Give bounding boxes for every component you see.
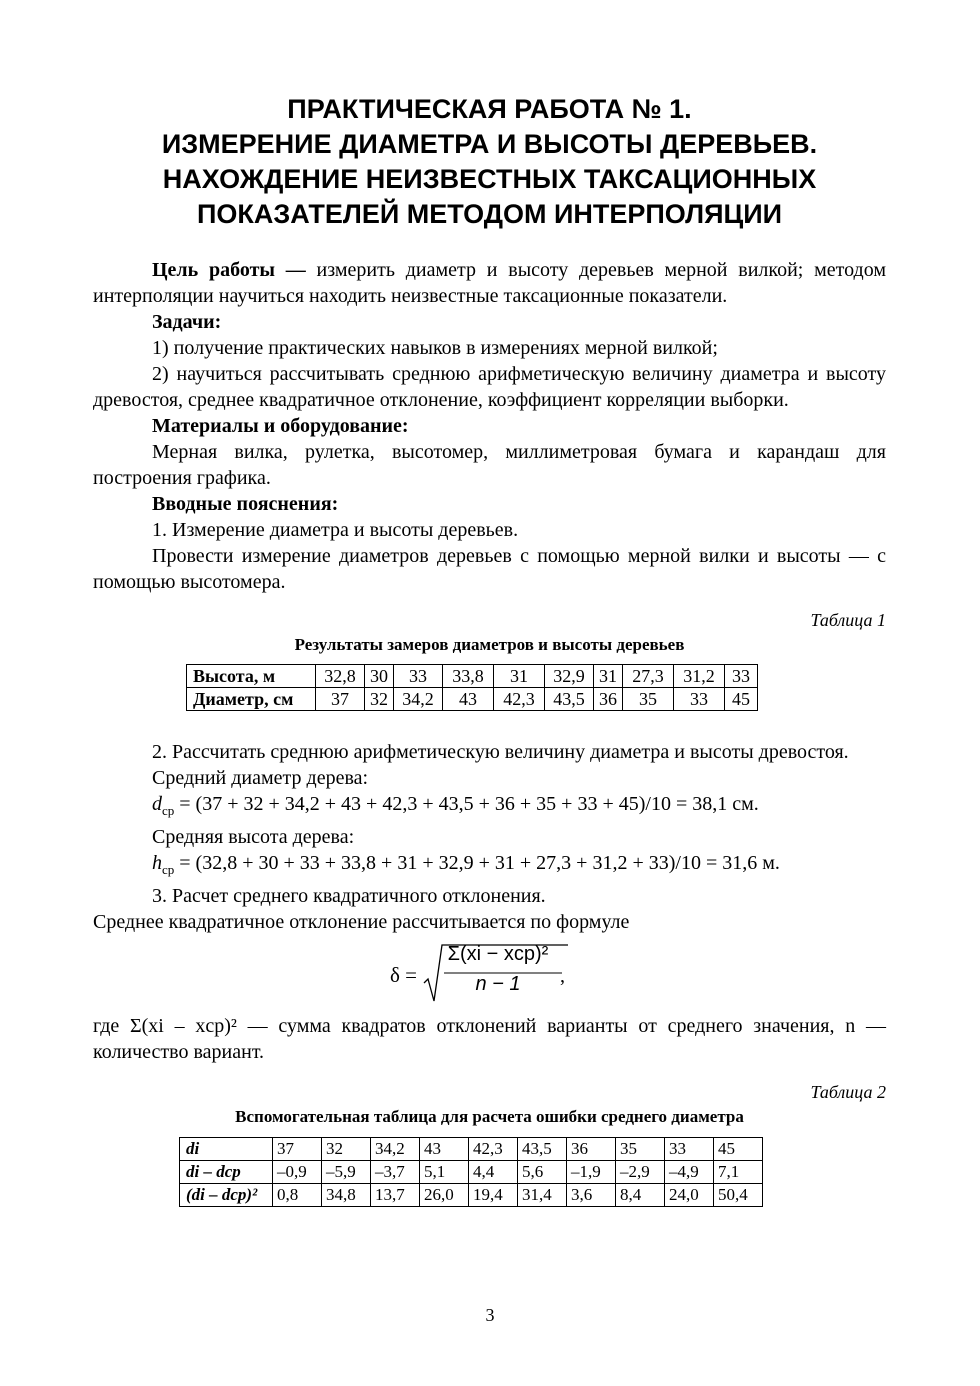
- table-cell: 42,3: [494, 688, 545, 711]
- table-cell: 7,1: [714, 1161, 763, 1184]
- goal-text: измерить диаметр и высоту деревьев мерной вилкой; методом интерполяции научиться находить неизвестные таксационные показатели.: [93, 259, 887, 307]
- title-line: ИЗМЕРЕНИЕ ДИАМЕТРА И ВЫСОТЫ ДЕРЕВЬЕВ.: [161, 129, 818, 159]
- table-cell: 43: [420, 1138, 469, 1161]
- table-cell: 43: [443, 688, 494, 711]
- table2-number: Таблица 2: [810, 1082, 886, 1102]
- table-cell: 13,7: [371, 1184, 420, 1207]
- intro-heading: Вводные пояснения:: [152, 493, 339, 515]
- table-cell: 43,5: [518, 1138, 567, 1161]
- table-cell: 19,4: [469, 1184, 518, 1207]
- table-cell: 45: [725, 688, 758, 711]
- task-item-2: 2) научиться рассчитывать среднюю арифметическую величину диаметра и высоту древостоя, среднее квадратичное отклонение, коэффициент корреляции выборки.: [93, 363, 886, 411]
- table-cell: 32: [322, 1138, 371, 1161]
- table-cell: –3,7: [371, 1161, 420, 1184]
- height-sub: ср: [162, 862, 175, 877]
- table-cell: 33: [394, 665, 443, 688]
- step3-text: 3. Расчет среднего квадратичного отклонения.: [152, 885, 546, 907]
- table1: [186, 664, 758, 711]
- diameter-var: d: [152, 793, 162, 815]
- height-var: h: [152, 852, 162, 874]
- table-cell: 24,0: [665, 1184, 714, 1207]
- formula-comma: ,: [560, 965, 565, 987]
- table-row: [187, 688, 758, 711]
- table2-row-header: di – dср: [180, 1161, 273, 1184]
- intro-step1: 1. Измерение диаметра и высоты деревьев.: [152, 519, 519, 541]
- height-formula: [93, 850, 886, 883]
- table-row: [187, 665, 758, 688]
- table-cell: 33: [725, 665, 758, 688]
- table-cell: 35: [616, 1138, 665, 1161]
- diameter-expression: = (37 + 32 + 34,2 + 43 + 42,3 + 43,5 + 36 + 35 + 33 + 45)/10 = 38,1 см.: [174, 793, 759, 815]
- table-cell: 4,4: [469, 1161, 518, 1184]
- goal-label: Цель работы —: [152, 259, 306, 281]
- table-cell: 36: [567, 1138, 616, 1161]
- table-cell: 34,2: [394, 688, 443, 711]
- table-cell: 35: [623, 688, 674, 711]
- title-line: ПРАКТИЧЕСКАЯ РАБОТА № 1.: [287, 94, 692, 124]
- table-cell: 5,1: [420, 1161, 469, 1184]
- table-cell: 8,4: [616, 1184, 665, 1207]
- table1-number: Таблица 1: [810, 610, 886, 630]
- table2-row-header: (di – dср)²: [180, 1184, 273, 1207]
- table-cell: 32,8: [316, 665, 365, 688]
- table2-row-header: di: [180, 1138, 273, 1161]
- table1-caption: Результаты замеров диаметров и высоты деревьев: [294, 635, 685, 654]
- diameter-label: Средний диаметр дерева:: [152, 767, 369, 789]
- table-cell: 45: [714, 1138, 763, 1161]
- table-cell: 31,2: [674, 665, 725, 688]
- title-line: ПОКАЗАТЕЛЕЙ МЕТОДОМ ИНТЕРПОЛЯЦИИ: [196, 199, 783, 229]
- height-expression: = (32,8 + 30 + 33 + 33,8 + 31 + 32,9 + 31 + 27,3 + 31,2 + 33)/10 = 31,6 м.: [174, 852, 780, 874]
- table-row: [180, 1161, 763, 1184]
- table-cell: 36: [594, 688, 623, 711]
- table-cell: 32,9: [545, 665, 594, 688]
- diameter-formula: [93, 791, 886, 824]
- table-cell: –0,9: [273, 1161, 322, 1184]
- table2: [179, 1137, 763, 1207]
- page-content: [93, 92, 886, 1207]
- height-label: Средняя высота дерева:: [152, 826, 355, 848]
- table-cell: 34,2: [371, 1138, 420, 1161]
- table-cell: 0,8: [273, 1184, 322, 1207]
- table-cell: 43,5: [545, 688, 594, 711]
- materials-heading: Материалы и оборудование:: [152, 415, 409, 437]
- table-cell: 30: [365, 665, 394, 688]
- page-title: [93, 92, 886, 232]
- table2-caption: Вспомогательная таблица для расчета ошибки среднего диаметра: [235, 1107, 744, 1126]
- table-cell: –5,9: [322, 1161, 371, 1184]
- materials-text: Мерная вилка, рулетка, высотомер, миллиметровая бумага и карандаш для построения графика.: [93, 441, 886, 489]
- table-row: [180, 1138, 763, 1161]
- table1-row-header: Высота, м: [187, 665, 316, 688]
- page-number: 3: [485, 1305, 495, 1325]
- table1-row-header: Диаметр, см: [187, 688, 316, 711]
- table-cell: 3,6: [567, 1184, 616, 1207]
- table-cell: 50,4: [714, 1184, 763, 1207]
- table-cell: 33,8: [443, 665, 494, 688]
- table-cell: 26,0: [420, 1184, 469, 1207]
- table-cell: 31: [494, 665, 545, 688]
- table-cell: 31,4: [518, 1184, 567, 1207]
- goal-paragraph: [93, 257, 886, 309]
- formula-explanation: где Σ(xi – xср)² — сумма квадратов отклонений варианты от среднего значения, n — количество вариант.: [93, 1015, 886, 1063]
- table-cell: 5,6: [518, 1161, 567, 1184]
- intro-step1-text: Провести измерение диаметров деревьев с помощью мерной вилки и высоты — с помощью высотомера.: [93, 545, 886, 593]
- table-cell: 31: [594, 665, 623, 688]
- task-item-1: 1) получение практических навыков в измерениях мерной вилкой;: [152, 337, 718, 359]
- table-cell: 37: [316, 688, 365, 711]
- table-cell: 33: [665, 1138, 714, 1161]
- std-deviation-formula: [93, 935, 886, 1005]
- table-row: [180, 1184, 763, 1207]
- table-cell: 42,3: [469, 1138, 518, 1161]
- formula-intro: Среднее квадратичное отклонение рассчитывается по формуле: [93, 911, 630, 933]
- diameter-sub: ср: [162, 803, 175, 818]
- table-cell: –1,9: [567, 1161, 616, 1184]
- table-cell: –4,9: [665, 1161, 714, 1184]
- formula-numerator: Σ(xi − xср)²: [447, 943, 549, 965]
- table-cell: 34,8: [322, 1184, 371, 1207]
- table-cell: 37: [273, 1138, 322, 1161]
- table-cell: –2,9: [616, 1161, 665, 1184]
- title-line: НАХОЖДЕНИЕ НЕИЗВЕСТНЫХ ТАКСАЦИОННЫХ: [162, 164, 817, 194]
- table-cell: 32: [365, 688, 394, 711]
- table-cell: 27,3: [623, 665, 674, 688]
- table-cell: 33: [674, 688, 725, 711]
- formula-delta: δ =: [390, 963, 417, 987]
- step2-text: 2. Рассчитать среднюю арифметическую величину диаметра и высоты древостоя.: [152, 741, 849, 763]
- formula-denominator: n − 1: [475, 973, 521, 995]
- tasks-heading: Задачи:: [152, 311, 222, 333]
